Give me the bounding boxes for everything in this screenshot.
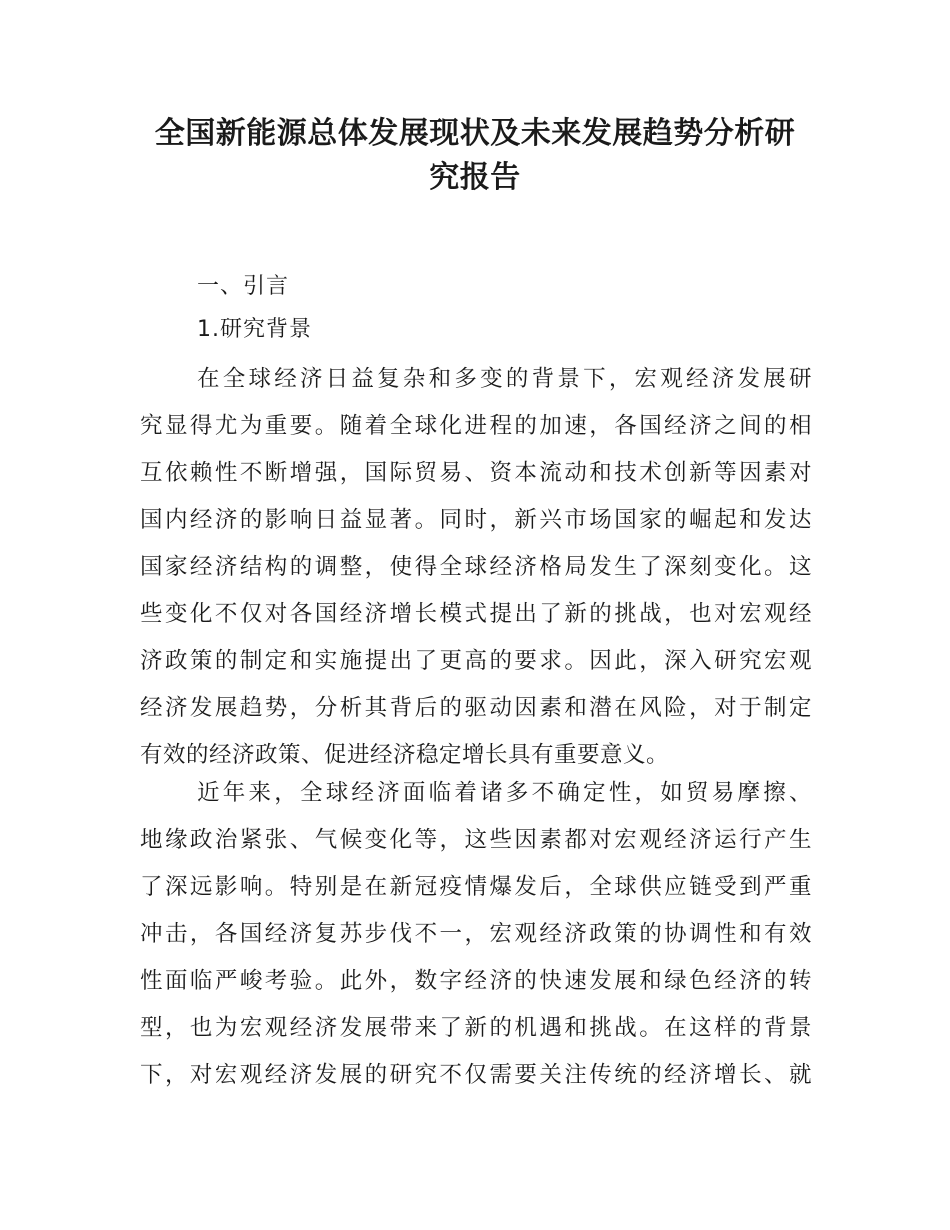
document-title: [140, 112, 810, 200]
paragraph-line: 究显得尤为重要。随着全球化进程的加速，各国经济之间的相: [140, 413, 812, 439]
title-line: 全国新能源总体发展现状及未来发展趋势分析研: [154, 116, 796, 151]
paragraph-line: 互依赖性不断增强，国际贸易、资本流动和技术创新等因素对: [140, 460, 812, 486]
paragraph-line: 有效的经济政策、促进经济稳定增长具有重要意义。: [140, 742, 670, 768]
paragraph-line: 型，也为宏观经济发展带来了新的机遇和挑战。在这样的背景: [140, 1015, 812, 1041]
section-heading: 一、引言: [197, 274, 290, 299]
paragraph-line: 经济发展趋势，分析其背后的驱动因素和潜在风险，对于制定: [140, 695, 812, 721]
paragraph-line: 在全球经济日益复杂和多变的背景下，宏观经济发展研: [197, 366, 812, 392]
paragraph-line: 下，对宏观经济发展的研究不仅需要关注传统的经济增长、就: [140, 1062, 812, 1088]
subsection-heading: 1.研究背景: [197, 317, 312, 342]
paragraph-line: 济政策的制定和实施提出了更高的要求。因此，深入研究宏观: [140, 648, 812, 674]
paragraph-line: 了深远影响。特别是在新冠疫情爆发后，全球供应链受到严重: [140, 874, 812, 900]
paragraph-line: 性面临严峻考验。此外，数字经济的快速发展和绿色经济的转: [140, 968, 812, 994]
paragraph-line: 近年来，全球经济面临着诸多不确定性，如贸易摩擦、: [197, 780, 812, 806]
paragraph-line: 国家经济结构的调整，使得全球经济格局发生了深刻变化。这: [140, 554, 812, 580]
paragraph-line: 冲击，各国经济复苏步伐不一，宏观经济政策的协调性和有效: [140, 921, 812, 947]
title-line: 究报告: [429, 160, 521, 195]
paragraph: [140, 356, 812, 779]
paragraph-line: 国内经济的影响日益显著。同时，新兴市场国家的崛起和发达: [140, 507, 812, 533]
paragraph-line: 地缘政治紧张、气候变化等，这些因素都对宏观经济运行产生: [140, 827, 812, 853]
paragraph-line: 些变化不仅对各国经济增长模式提出了新的挑战，也对宏观经: [140, 601, 812, 627]
paragraph: [140, 770, 812, 1099]
